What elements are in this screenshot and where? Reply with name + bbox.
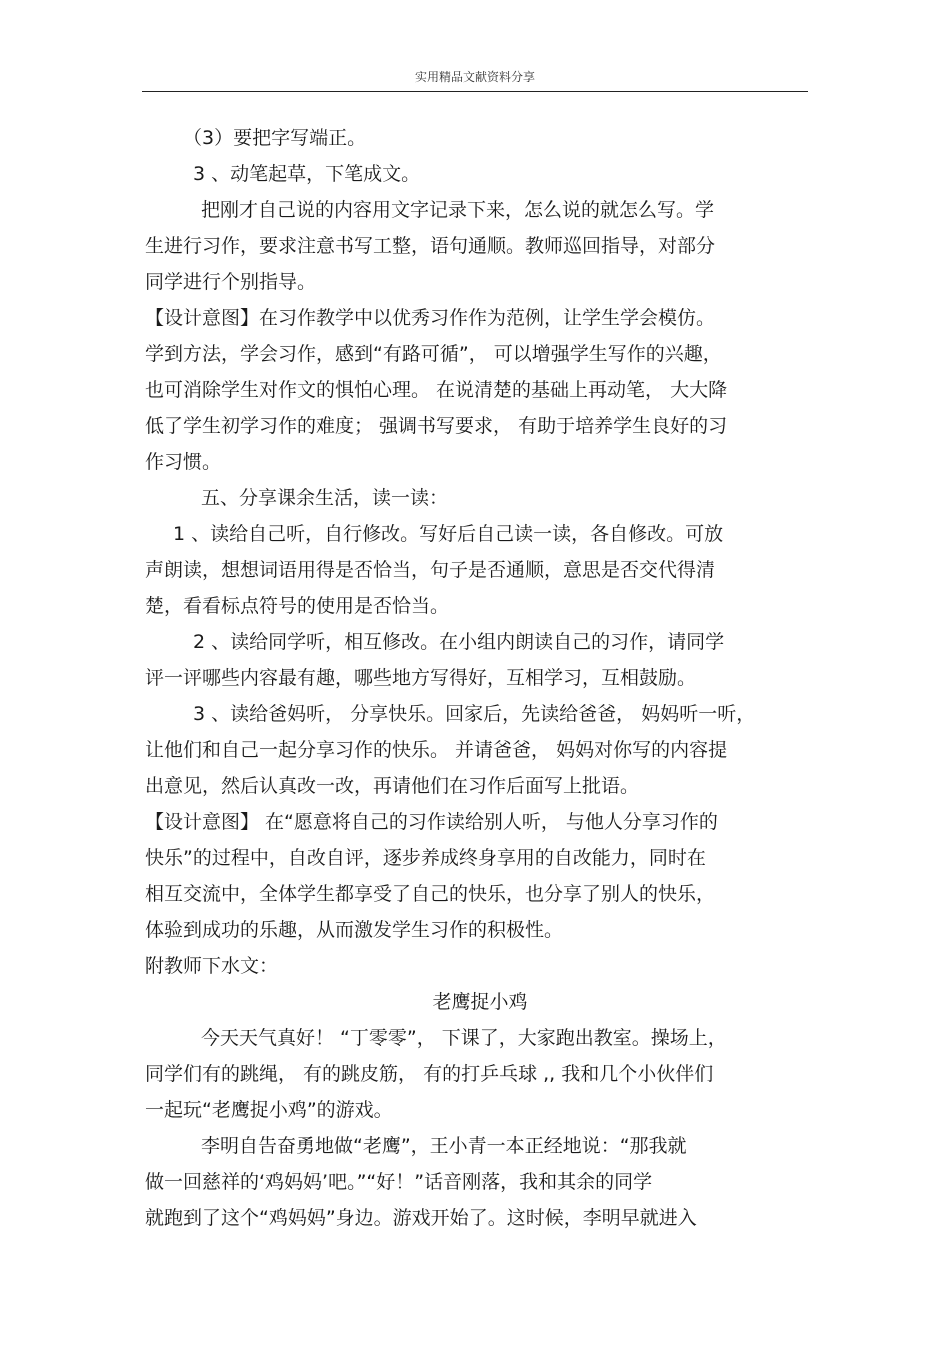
text-line: 也可消除学生对作文的惧怕心理。 在说清楚的基础上再动笔， 大大降 [145, 379, 728, 401]
text-line: （3）要把字写端正。 [183, 127, 367, 149]
text-line: 楚，看看标点符号的使用是否恰当。 [145, 595, 450, 617]
text-line: 低了学生初学习作的难度； 强调书写要求， 有助于培养学生良好的习 [145, 415, 728, 437]
text-line: 【设计意图】在习作教学中以优秀习作作为范例，让学生学会模仿。 [145, 307, 716, 329]
text-line: 今天天气真好！ “丁零零”， 下课了，大家跑出教室。操场上， [201, 1027, 727, 1049]
text-line: 做一回慈祥的‘鸡妈妈’吧。”“好！”话音刚落，我和其余的同学 [145, 1171, 653, 1193]
document-body [145, 120, 815, 1236]
text-line: 出意见，然后认真改一改，再请他们在习作后面写上批语。 [145, 775, 640, 797]
page-header: 实用精品文献资料分享 [414, 70, 535, 84]
text-line: 评一评哪些内容最有趣，哪些地方写得好，互相学习，互相鼓励。 [145, 667, 697, 689]
header-divider [142, 91, 808, 92]
text-line: 2 、读给同学听，相互修改。在小组内朗读自己的习作，请同学 [193, 631, 725, 653]
text-line: 一起玩“老鹰捉小鸡”的游戏。 [145, 1099, 393, 1121]
text-line: 把刚才自己说的内容用文字记录下来，怎么说的就怎么写。学 [201, 199, 715, 221]
text-line: 快乐”的过程中，自改自评，逐步养成终身享用的自改能力，同时在 [145, 847, 706, 869]
text-line: 同学们有的跳绳， 有的跳皮筋， 有的打乒乓球 ,, 我和几个小伙伴们 [145, 1063, 714, 1085]
text-line: 生进行习作，要求注意书写工整，语句通顺。教师巡回指导，对部分 [145, 235, 716, 257]
text-line: 相互交流中，全体学生都享受了自己的快乐，也分享了别人的快乐， [145, 883, 716, 905]
text-line: 【设计意图】 在“愿意将自己的习作读给别人听， 与他人分享习作的 [145, 811, 718, 833]
text-line: 声朗读，想想词语用得是否恰当，句子是否通顺，意思是否交代得清 [145, 559, 716, 581]
text-line: 1 、读给自己听，自行修改。写好后自己读一读，各自修改。可放 [173, 523, 724, 545]
text-line: 3 、读给爸妈听， 分享快乐。回家后，先读给爸爸， 妈妈听一听， [193, 703, 756, 725]
text-line: 3 、动笔起草，下笔成文。 [193, 163, 421, 185]
text-line: 体验到成功的乐趣，从而激发学生习作的积极性。 [145, 919, 564, 941]
text-line: 让他们和自己一起分享习作的快乐。 并请爸爸， 妈妈对你写的内容提 [145, 739, 728, 761]
text-line: 五、分享课余生活，读一读： [201, 487, 449, 509]
text-line: 同学进行个别指导。 [145, 271, 317, 293]
essay-title: 老鹰捉小鸡 [432, 991, 528, 1013]
text-line: 就跑到了这个“鸡妈妈”身边。游戏开始了。这时候，李明早就进入 [145, 1207, 697, 1229]
text-line: 李明自告奋勇地做“老鹰”，王小青一本正经地说：“那我就 [201, 1135, 687, 1157]
text-line: 附教师下水文： [145, 955, 279, 977]
text-line: 作习惯。 [145, 451, 222, 473]
text-line: 学到方法，学会习作，感到“有路可循”， 可以增强学生写作的兴趣， [145, 343, 722, 365]
